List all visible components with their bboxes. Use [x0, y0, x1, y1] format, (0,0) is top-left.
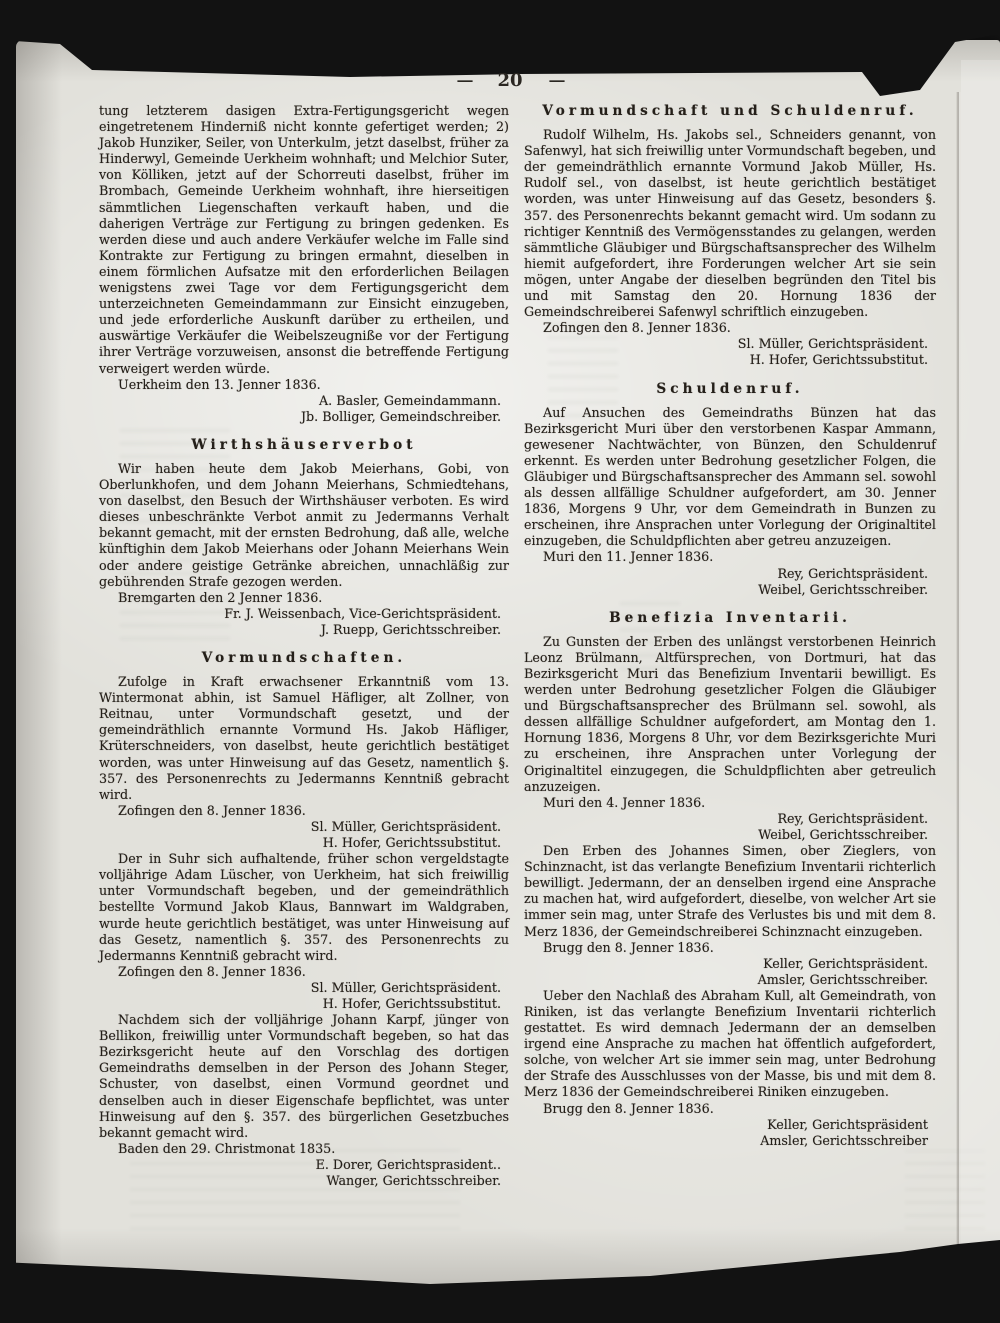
section-heading: Schuldenruf.: [656, 380, 804, 397]
signature: Sl. Müller, Gerichtspräsident.: [310, 818, 501, 834]
dateline: Baden den 29. Christmonat 1835.: [118, 1140, 336, 1156]
signature: Fr. J. Weissenbach, Vice-Gerichtspräsident.: [224, 605, 501, 621]
paragraph: Zu Gunsten der Erben des unlängst verstorbenen Heinrich Leonz Brülmann, Altfürsprechen, von Dortmuri, hat das Bezirksgericht Muri das Benefizium Inventarii bewilligt. Es werden unter Bedrohung gesetzlicher Folgen die Gläubiger und Bürgschaftsansprecher des Brülmann sel. sowohl, als dessen allfällige Schuldner aufgefordert, am Montag den 1. Hornung 1836, Morgens 8 Uhr, vor dem Bezirksgerichte Muri zu erscheinen, ihre Ansprachen unter Vorlegung der Originaltitel einzugegen, die Schuldpflichten aber getreulich anzuzeigen.: [524, 633, 936, 794]
page-fold-highlight: [961, 60, 1000, 1250]
paragraph: Den Erben des Johannes Simen, ober Zieglers, von Schinznacht, ist das verlangte Benefizium Inventarii richterlich bewilligt. Jedermann, der an denselben irgend eine Ansprache zu machen hat, wird aufgefordert, dieselbe, von welcher Art sie immer sein mag, unter Strafe des Verlustes bis und mit dem 8. Merz 1836, der Gemeindschreiberei Schinznacht einzugeben.: [524, 843, 936, 939]
paragraph: Der in Suhr sich aufhaltende, früher schon vergeldstagte volljährige Adam Lüscher, von Uerkheim, hat sich freiwillig unter Vormundschaft begeben, und der gemeindräthlich bestellte Vormund Jakob Klaus, Bannwart im Waldgraben, wurde heute gerichtlich bestätiget, was unter Hinweisung auf das Gesetz, namentlich §. 357. des Personenrechts zu Jedermanns Kenntniß gebracht wird.: [99, 851, 509, 963]
signature: H. Hofer, Gerichtssubstitut.: [322, 995, 501, 1011]
signature: Weibel, Gerichtsschreiber.: [758, 826, 928, 842]
scan-background-left: [0, 0, 16, 1323]
page-number-dash-right: —: [548, 72, 564, 89]
signature: Weibel, Gerichtsschreiber.: [758, 581, 928, 597]
signature: H. Hofer, Gerichtssubstitut.: [322, 835, 501, 851]
signature: Jb. Bolliger, Gemeindschreiber.: [300, 408, 501, 424]
signature: Amsler, Gerichtsschreiber: [760, 1132, 928, 1148]
paragraph: Zufolge in Kraft erwachsener Erkanntniß vom 13. Wintermonat abhin, ist Samuel Häfliger, alt Zollner, von Reitnau, unter Vormundschaft gesetzt, und der gemeindräthlich ernannte Vormund Hs. Jakob Häfliger, Krüterschneiders, von daselbst, heute gerichtlich bestätiget worden, was unter Hinweisung auf das Gesetz, namentlich §. 357. des Personenrechts zu Jedermanns Kenntniß gebracht wird.: [99, 674, 509, 802]
section-heading: Vormundschaften.: [201, 650, 407, 666]
signature: E. Dorer, Gerichtsprasident..: [315, 1156, 501, 1172]
section-heading: Vormundschaft und Schuldenruf.: [542, 103, 918, 119]
page-number-value: 20: [497, 70, 523, 91]
signature: Wanger, Gerichtsschreiber.: [326, 1173, 501, 1188]
signature: Rey, Gerichtspräsident.: [777, 565, 928, 581]
signature: H. Hofer, Gerichtssubstitut.: [749, 352, 928, 368]
dateline: Brugg den 8. Jenner 1836.: [543, 939, 714, 955]
paragraph: Auf Ansuchen des Gemeindraths Bünzen hat das Bezirksgericht Muri über den verstorbenen Kaspar Ammann, gewesener Nachtwächter, von Bünzen, den Schuldenruf erkennt. Es werden unter Bedrohung gesetzlicher Folgen, die Gläubiger und Bürgschaftsansprecher des Ammann sel. sowohl als dessen allfällige Schuldner aufgefordert, am 30. Jenner 1836, Morgens 9 Uhr, vor dem Gemeindrath in Bunzen zu erscheinen, ihre Ansprachen unter Vorlegung der Originaltitel einzugeben, die Schuldpflichten aber getreu anzuzeigen.: [524, 404, 936, 549]
paragraph: tung letzterem dasigen Extra-Fertigungsgericht wegen eingetretenem Hinderniß nicht konnte gefertiget werden; 2) Jakob Hunziker, Seiler, von Unterkulm, jetzt daselbst, früher za Hinderwyl, Gemeinde Uerkheim wohnhaft; und Melchior Suter, von Kölliken, jetzt auf der Schorreuti daselbst, früher im Brombach, Gemeinde Uerkheim wohnhaft, ihre hierseitigen sämmtlichen Liegenschaften verkauft haben, und die daherigen Verträge zur Fertigung zu bringen gedenken. Es werden diese und auch andere Verkäufer welche im Falle sind Kontrakte zur Fertigung zu bringen ermahnt, dieselben in einem förmlichen Aufsatze mit den erforderlichen Beilagen wenigstens zwei Tage vor dem Fertigungsgericht dem unterzeichneten Gemeindammann zur Einsicht einzugeben, und jede erforderliche Auskunft darüber zu ertheilen, und auswärtige Verkäufer die Weibelszeugniße vor der Fertigung ihrer Verträge vorzuweisen, ansonst die betreffende Fertigung verweigert werden würde.: [99, 103, 509, 376]
paragraph: Ueber den Nachlaß des Abraham Kull, alt Gemeindrath, von Riniken, ist das verlangte Benefizium Inventarii richterlich gestattet. Es wird demnach Jedermann der an demselben irgend eine Ansprache zu machen hat öffentlich aufgefordert, solche, von welcher Art sie immer sein mag, unter Bedrohung der Strafe des Ausschlusses von der Masse, bis und mit dem 8. Merz 1836 der Gemeindschreiberei Riniken einzugeben.: [524, 987, 936, 1100]
signature: A. Basler, Gemeindammann.: [318, 392, 501, 408]
signature: Keller, Gerichtspräsident.: [763, 955, 928, 971]
signature: Amsler, Gerichtsschreiber.: [757, 971, 928, 987]
paragraph: Wir haben heute dem Jakob Meierhans, Gobi, von Oberlunkhofen, und dem Johann Meierhans, Schmiedtehans, von daselbst, den Besuch der Wirthshäuser verboten. Es wird dieses unbeschränkte Verbot anmit zu Jedermanns Verhalt bekannt gemacht, mit der ernsten Bedrohung, daß alle, welche künftighin dem Jakob Meierhans oder Johann Meierhans Wein oder andere geistige Getränke abreichen, unnachläßig zur gebührenden Strafe gezogen werden.: [99, 460, 509, 589]
page-number: [420, 70, 600, 91]
signature: J. Ruepp, Gerichtsschreiber.: [320, 621, 501, 637]
left-column: [99, 103, 509, 1189]
dateline: Brugg den 8. Jenner 1836.: [543, 1100, 714, 1116]
paragraph: Rudolf Wilhelm, Hs. Jakobs sel., Schneiders genannt, von Safenwyl, hat sich freiwillig unter Vormundschaft begeben, und der gemeindräthlich ernannte Vormund Jakob Müller, Hs. Rudolf sel., von daselbst, ist heute gerichtlich bestätiget worden, was unter Hinweisung auf das Gesetz, besonders §. 357. des Personenrechts bekannt gemacht wird. Um sodann zu richtiger Kenntniß des Vermögensstandes zu gelangen, werden sämmtliche Gläubiger und Bürgschaftsansprecher des Wilhelm hiemit aufgefordert, ihre Forderungen welcher Art sie sein mögen, unter Angabe der dieselben begründen den Titel bis und mit Samstag den 20. Hornung 1836 der Gemeindschreiberei Safenwyl schriftlich einzugeben.: [524, 127, 936, 320]
page-number-dash-left: —: [456, 72, 472, 89]
dateline: Muri den 4. Jenner 1836.: [543, 794, 706, 810]
signature: Sl. Müller, Gerichtspräsident.: [737, 336, 928, 352]
section-heading: Wirthshäuserverbot: [191, 436, 417, 453]
dateline: Zofingen den 8. Jenner 1836.: [118, 802, 306, 818]
dateline: Bremgarten den 2 Jenner 1836.: [118, 589, 323, 605]
signature: Rey, Gerichtspräsident.: [777, 810, 928, 826]
signature: Keller, Gerichtspräsident: [767, 1116, 928, 1132]
dateline: Zofingen den 8. Jenner 1836.: [543, 320, 731, 336]
section-heading: Benefizia Inventarii.: [609, 609, 851, 626]
paragraph: Nachdem sich der volljährige Johann Karpf, jünger von Bellikon, freiwillig unter Vormundschaft begeben, so hat das Bezirksgericht heute auf den Vorschlag des dortigen Gemeindraths demselben in der Person des Johann Steger, Schuster, von daselbst, einen Vormund geordnet und denselben auch in dieser Eigenschafe bepflichtet, was unter Hinweisung auf den §. 357. des bürgerlichen Gesetzbuches bekannt gemacht wird.: [99, 1012, 509, 1140]
signature: Sl. Müller, Gerichtspräsident.: [310, 979, 501, 995]
dateline: Zofingen den 8. Jenner 1836.: [118, 963, 306, 979]
right-column: [524, 103, 936, 1149]
dateline: Muri den 11. Jenner 1836.: [543, 549, 714, 565]
dateline: Uerkheim den 13. Jenner 1836.: [118, 376, 321, 392]
